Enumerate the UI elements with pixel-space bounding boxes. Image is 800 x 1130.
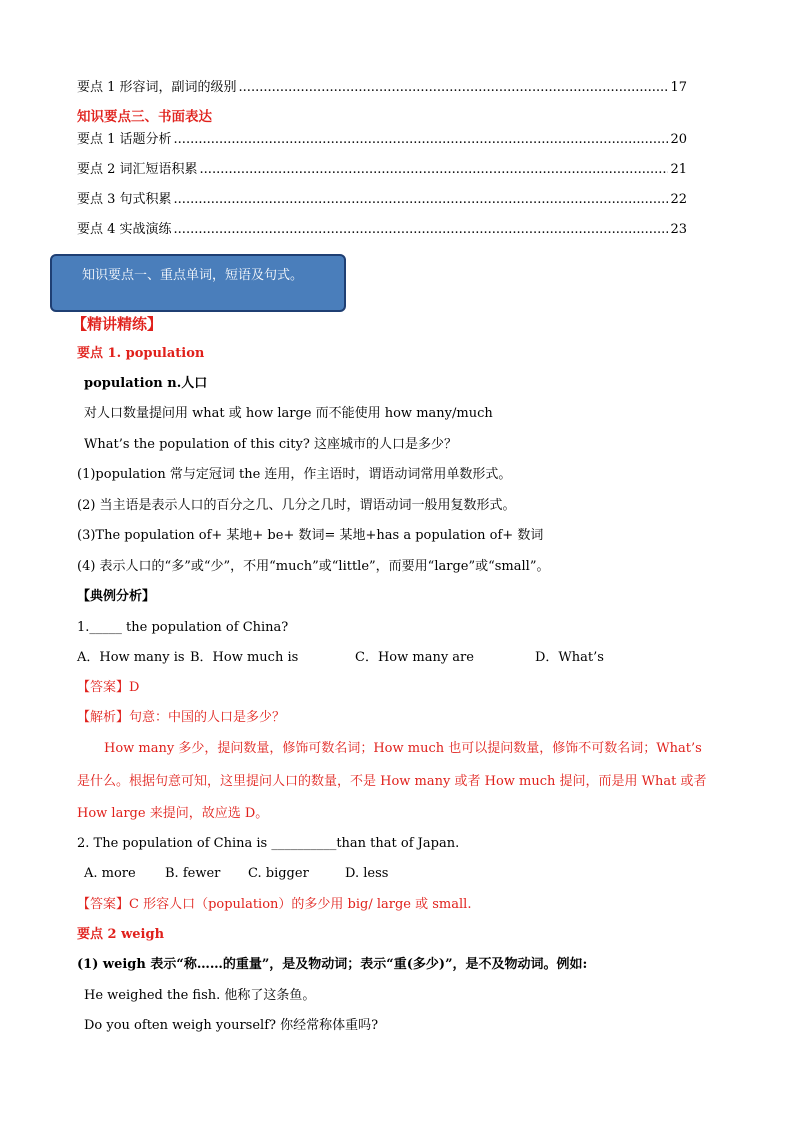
example-heading: 【典例分析】 [77,589,156,604]
toc-entry-label: 要点 2 词汇短语积累 [77,162,198,177]
section-banner-text: 知识要点一、重点单词，短语及句式。 [82,268,304,283]
section-banner [50,254,346,312]
point-1-line: (4) 表示人口的“多”或“少”，不用“much”或“little”，而要用“large”或“small”。 [77,559,550,574]
toc-entry-label: 要点 1 话题分析 [77,132,172,147]
toc-leader-dots [200,161,669,179]
toc-section-heading: 知识要点三、书面表达 [77,109,212,125]
analysis-1: 【解析】句意：中国的人口是多少？ [77,710,286,725]
toc-entry[interactable] [77,131,687,149]
option-d: D. less [345,866,389,881]
toc-leader-dots [174,131,669,149]
option-c: C. bigger [248,866,309,881]
question-2: 2. The population of China is __________than that of Japan. [77,836,460,851]
point-2-heading: 要点 2 weigh [77,927,165,942]
point-1-line: (1)population 常与定冠词 the 连用，作主语时，谓语动词常用单数形式。 [77,467,512,482]
option-c: C．How many are [355,650,474,665]
toc-leader-dots [174,191,669,209]
toc-entry-page: 21 [670,162,687,177]
answer-1: 【答案】D [77,680,140,695]
option-b: B. fewer [165,866,221,881]
toc-entry-label: 要点 3 句式积累 [77,192,172,207]
point-2-example: Do you often weigh yourself? 你经常称体重吗? [84,1018,379,1033]
toc-entry[interactable] [77,79,687,97]
analysis-1-line: How large 来提问，故应选 D。 [77,806,269,821]
toc-entry-label: 要点 4 实战演练 [77,222,172,237]
option-a: A．How many is [77,650,185,665]
point-1-heading: 要点 1. population [77,346,205,361]
toc-entry[interactable] [77,221,687,239]
question-1: 1._____ the population of China? [77,620,289,635]
point-1-line: (3)The population of+ 某地+ be+ 数词= 某地+has a population of+ 数词 [77,528,544,543]
point-1-line: What’s the population of this city? 这座城市的人口是多少？ [84,437,457,452]
option-b: B．How much is [190,650,299,665]
section-title: 【精讲精练】 [72,315,163,333]
point-1-line: (2) 当主语是表示人口的百分之几、几分之几时，谓语动词一般用复数形式。 [77,498,516,513]
point-1-entry: population n.人口 [84,376,208,391]
option-a: A. more [84,866,136,881]
answer-2: 【答案】C 形容人口（population）的多少用 big/ large 或 small. [77,897,472,912]
point-1-line: 对人口数量提问用 what 或 how large 而不能使用 how many/much [84,406,493,421]
toc-entry[interactable] [77,191,687,209]
toc-leader-dots [239,79,669,97]
toc-leader-dots [174,221,669,239]
toc-entry[interactable] [77,161,687,179]
point-2-example: He weighed the fish. 他称了这条鱼。 [84,988,316,1003]
toc-entry-page: 20 [670,132,687,147]
analysis-1-line: How many 多少，提问数量，修饰可数名词；How much 也可以提问数量，修饰不可数名词；What’s [104,741,702,756]
toc-entry-page: 22 [670,192,687,207]
point-2-rule: (1) weigh 表示“称……的重量”，是及物动词；表示“重(多少)”，是不及物动词。例如: [77,957,588,972]
analysis-1-line: 是什么。根据句意可知，这里提问人口的数量，不是 How many 或者 How much 提问，而是用 What 或者 [77,774,707,789]
toc-entry-page: 17 [670,80,687,95]
toc-entry-page: 23 [670,222,687,237]
option-d: D．What’s [535,650,604,665]
toc-entry-label: 要点 1 形容词，副词的级别 [77,80,237,95]
